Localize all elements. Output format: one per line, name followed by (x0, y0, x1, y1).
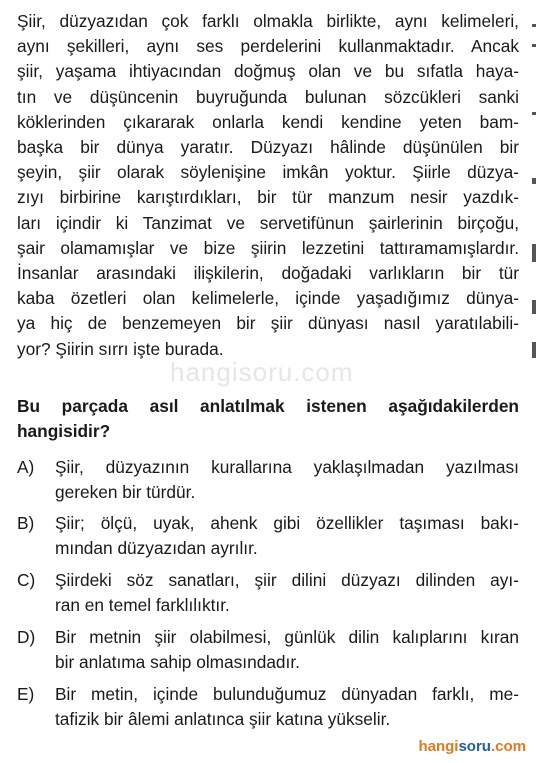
brand-logo (418, 738, 526, 755)
text-line: ran en temel farklılıktır. (55, 595, 230, 616)
option-letter: E) (17, 684, 35, 704)
text-line: Şiir, düzyazının kurallarına yaklaşılmadan yazılması (55, 457, 519, 477)
text-line: ları içindir ki Tanzimat ve servetifünun şairlerinin birçoğu, (17, 212, 519, 233)
margin-mark (532, 342, 536, 358)
text-line: aynı şekilleri, aynı ses perdelerini kullanmaktadır. Ancak (17, 36, 519, 57)
watermark-text: hangisoru.com (170, 357, 354, 387)
option-text (55, 682, 519, 732)
text-line: şiir, yaşama ihtiyacından doğmuş olan ve bu sıfatla haya- (17, 61, 519, 82)
text-line: köklerinden çıkararak onlarla kendi kendine yeten bam- (17, 111, 519, 132)
margin-mark (532, 44, 536, 47)
margin-marks (528, 0, 536, 763)
text-line: mından düzyazıdan ayrılır. (55, 538, 258, 559)
text-line: şeyin, şiir olarak söylenişine imkân yoktur. Şiirle düzya- (17, 162, 519, 183)
text-line: şair olamamışlar ve bize şiirin lezzetini tattıramamışlardır. (17, 237, 519, 258)
margin-mark (532, 300, 536, 314)
option-text (55, 625, 519, 675)
text-line: bir anlatıma sahip olmasındadır. (55, 652, 300, 673)
question-stem (17, 394, 519, 444)
text-line: Bu parçada asıl anlatılmak istenen aşağıdakilerden (17, 396, 519, 416)
margin-mark (532, 244, 536, 262)
brand-part-com: .com (490, 738, 526, 755)
text-line: Şiir, düzyazıdan çok farklı olmakla birlikte, aynı kelimeleri, (17, 11, 519, 31)
option-letter: C) (17, 570, 36, 590)
text-line: başka bir dünya yaratır. Düzyazı hâlinde düşünülen bir (17, 137, 519, 158)
text-line: tın ve düşüncenin buyruğunda bulunan sözcükleri sanki (17, 86, 519, 107)
text-line: gereken bir türdür. (55, 482, 196, 503)
text-line: ya hiç de benzemeyen bir şiir dünyası nasıl yaratılabili- (17, 313, 519, 334)
text-line: Şiirdeki söz sanatları, şiir dilini düzyazı dilinden ayı- (55, 570, 519, 590)
text-line: hangisidir? (17, 421, 111, 442)
option-text (55, 455, 519, 505)
margin-mark (532, 24, 536, 27)
text-line: Şiir; ölçü, uyak, ahenk gibi özellikler taşıması bakı- (55, 513, 519, 533)
brand-part-hangi: hangi (418, 738, 459, 755)
text-line: Bir metnin şiir olabilmesi, günlük dilin kalıplarını kıran (55, 627, 519, 647)
text-line: yor? Şiirin sırrı işte burada. (17, 338, 224, 359)
text-line: İnsanlar arasındaki ilişkilerin, doğadaki varlıkların bir tür (17, 263, 519, 284)
text-line: Bir metin, içinde bulunduğumuz dünyadan farklı, me- (55, 684, 519, 704)
margin-mark (532, 112, 536, 115)
text-line: zıyı birbirine karıştırdıkları, bir tür manzum nesir yazdık- (17, 187, 519, 208)
option-letter: A) (17, 457, 35, 477)
option-letter: D) (17, 627, 36, 647)
margin-mark (532, 178, 536, 184)
reading-passage (17, 9, 519, 362)
text-line: kaba özetleri olan kelimelerle, içinde yaşadığımız dünya- (17, 288, 519, 309)
brand-part-soru: soru (458, 738, 491, 755)
option-letter: B) (17, 513, 35, 533)
option-text (55, 511, 519, 561)
text-line: tafizik bir âlemi anlatınca şiir katına yükselir. (55, 709, 391, 730)
option-text (55, 568, 519, 618)
